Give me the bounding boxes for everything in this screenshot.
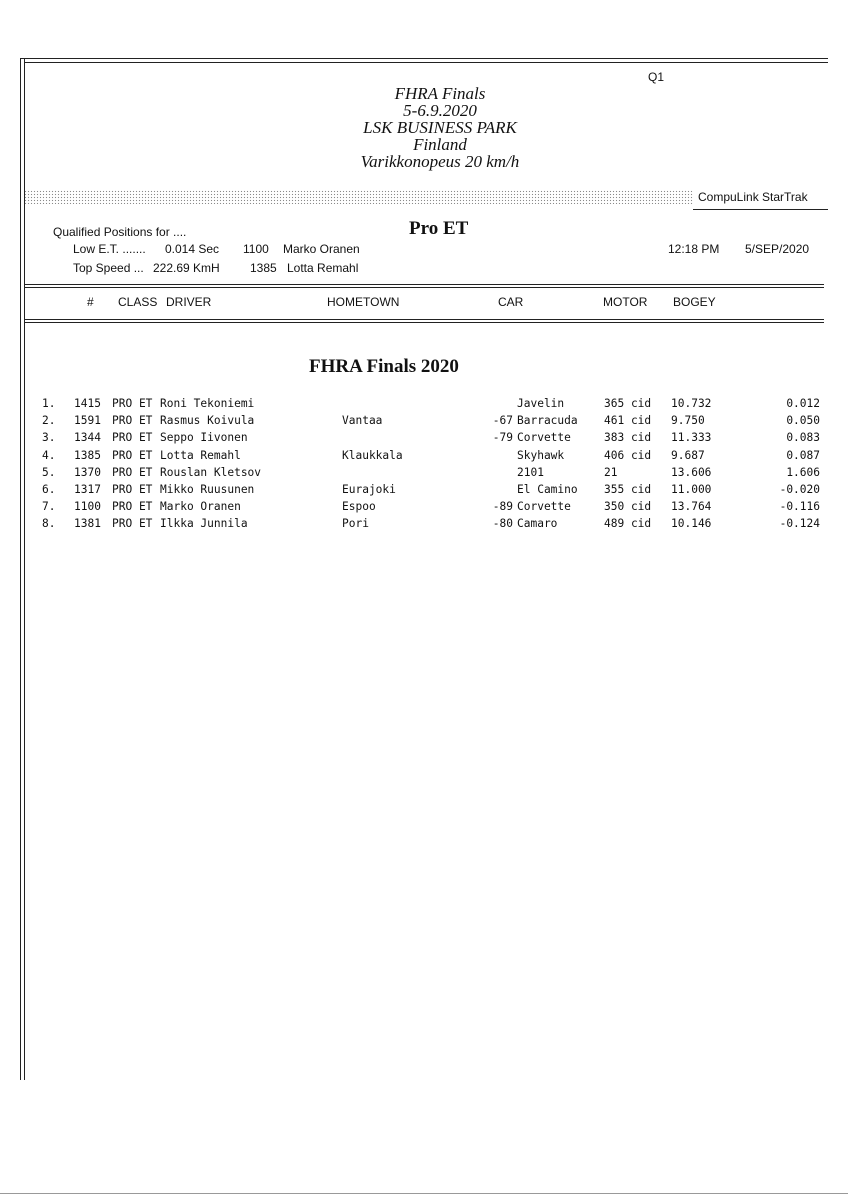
row-driver: Mikko Ruusunen [160,483,255,496]
row-driver: Marko Oranen [160,500,241,514]
row-position: 7. [42,500,56,514]
low-et-value: 0.014 Sec [165,242,220,256]
table-row [0,517,848,534]
row-car-year: -67 [492,414,513,428]
report-date: 5/SEP/2020 [745,242,810,256]
row-motor: 365 cid [604,397,652,410]
top-speed-label: Top Speed ... [73,261,144,275]
row-driver: Lotta Remahl [160,448,241,462]
row-class: PRO ET [112,465,153,479]
section-title: FHRA Finals 2020 [309,356,459,377]
row-et: 13.606 [671,465,712,479]
top-speed-driver: Lotta Remahl [287,261,359,275]
row-motor: 489 cid [604,517,652,531]
brand-separator-right [693,209,828,210]
row-position: 4. [42,448,56,462]
row-driver: Roni Tekoniemi [160,397,255,410]
row-et: 10.732 [671,397,712,410]
column-num: # [87,295,94,309]
row-bogey-diff: -0.124 [779,517,820,531]
table-row [0,431,848,448]
row-class: PRO ET [112,483,153,496]
row-car: El Camino [517,483,578,496]
row-car: Corvette [517,500,571,514]
row-bogey-diff: -0.020 [779,483,820,496]
row-et: 11.000 [671,483,712,496]
table-row [0,500,848,517]
row-car-number: 1415 [74,397,101,410]
row-class: PRO ET [112,414,153,428]
column-header-top-line [24,284,824,285]
event-pit-speed: Varikkonopeus 20 km/h [360,152,520,171]
class-title: Pro ET [409,218,469,239]
row-car: Barracuda [517,414,578,428]
report-time: 12:18 PM [668,242,720,256]
row-bogey-diff: 1.606 [786,465,820,479]
row-class: PRO ET [112,517,153,531]
row-motor: 383 cid [604,431,652,445]
row-bogey-diff: 0.012 [786,397,820,410]
row-position: 3. [42,431,56,445]
row-car-number: 1591 [74,414,101,428]
row-car-number: 1381 [74,517,101,531]
event-country: Finland [413,135,467,154]
row-class: PRO ET [112,397,153,410]
row-motor: 355 cid [604,483,652,496]
brand-label: CompuLink StarTrak [698,190,808,204]
left-border-inner [24,58,25,1080]
row-et: 11.333 [671,431,712,445]
top-speed-number: 1385 [250,261,277,275]
column-header-top-line-2 [24,287,824,288]
table-row [0,397,848,414]
row-car-number: 1317 [74,483,101,496]
row-bogey-diff: 0.087 [786,448,820,462]
column-driver: DRIVER [166,295,212,309]
top-border [20,58,828,59]
row-car-number: 1385 [74,448,101,462]
low-et-number: 1100 [243,242,269,256]
row-hometown: Vantaa [342,414,383,428]
row-position: 2. [42,414,56,428]
row-et: 10.146 [671,517,712,531]
row-driver: Ilkka Junnila [160,517,248,531]
page-code: Q1 [648,70,665,84]
row-car-number: 1370 [74,465,101,479]
row-motor: 406 cid [604,448,652,462]
row-motor: 350 cid [604,500,652,514]
row-class: PRO ET [112,500,153,514]
low-et-label: Low E.T. ....... [73,242,146,256]
top-border-inner [24,62,828,63]
row-bogey-diff: 0.050 [786,414,820,428]
table-row [0,414,848,431]
row-position: 8. [42,517,56,531]
left-border-outer [20,58,21,1080]
row-car: Skyhawk [517,448,565,462]
column-header-bottom-line-2 [24,322,824,323]
row-bogey-diff: 0.083 [786,431,820,445]
column-class: CLASS [118,295,158,309]
row-car-year: -80 [492,517,513,531]
row-car-number: 1100 [74,500,101,514]
table-row [0,449,848,466]
row-bogey-diff: -0.116 [779,500,820,514]
column-car: CAR [498,295,524,309]
row-car-year: -79 [492,431,513,445]
row-car: Javelin [517,397,565,410]
row-car: Corvette [517,431,571,445]
row-car-year: -89 [492,500,513,514]
row-hometown: Klaukkala [342,448,403,462]
row-hometown: Eurajoki [342,483,396,496]
top-speed-value: 222.69 KmH [153,261,220,275]
row-hometown: Espoo [342,500,376,514]
column-motor: MOTOR [603,295,648,309]
row-driver: Seppo Iivonen [160,431,248,445]
row-class: PRO ET [112,448,153,462]
dotted-separator [24,190,693,204]
row-et: 9.750 [671,414,705,428]
row-position: 6. [42,483,56,496]
row-class: PRO ET [112,431,153,445]
table-row [0,483,848,500]
row-driver: Rouslan Kletsov [160,465,262,479]
row-hometown: Pori [342,517,369,531]
row-car: 2101 [517,465,544,479]
row-car: Camaro [517,517,558,531]
page-bottom-line [0,1193,848,1194]
event-venue: LSK BUSINESS PARK [363,118,517,137]
column-header-bottom-line [24,319,824,320]
row-position: 5. [42,465,56,479]
low-et-driver: Marko Oranen [283,242,360,256]
row-et: 9.687 [671,448,705,462]
table-row [0,466,848,483]
row-motor: 21 [604,465,618,479]
row-position: 1. [42,397,56,410]
row-motor: 461 cid [604,414,652,428]
qualified-label: Qualified Positions for .... [53,225,187,239]
row-et: 13.764 [671,500,712,514]
event-title: FHRA Finals [394,84,486,103]
row-car-number: 1344 [74,431,101,445]
event-dates: 5-6.9.2020 [403,101,477,120]
row-driver: Rasmus Koivula [160,414,255,428]
column-bogey: BOGEY [673,295,716,309]
column-hometown: HOMETOWN [327,295,400,309]
